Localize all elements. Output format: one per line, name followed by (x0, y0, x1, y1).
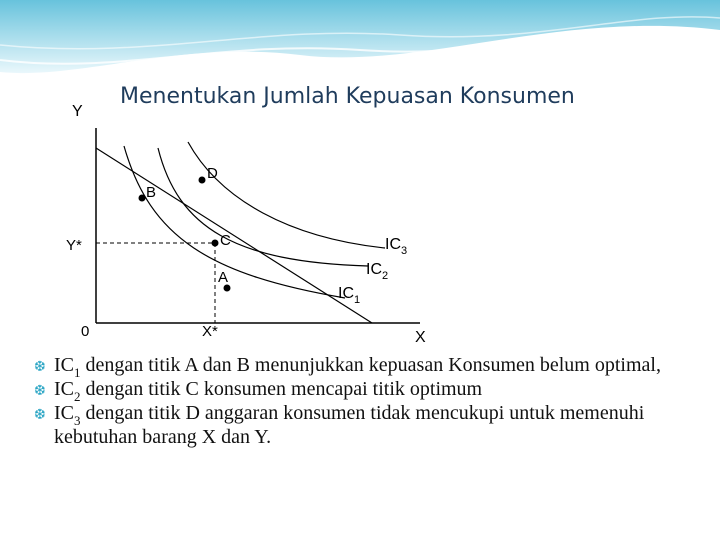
origin-label: 0 (81, 323, 90, 340)
x-star-label: X* (202, 323, 218, 340)
point-d-label: D (207, 165, 218, 182)
ic1-label: $IC_1$ (338, 285, 361, 306)
y-star-label: Y* (66, 237, 82, 254)
bullet-ic3: ❆ $IC_3$ dengan titik D anggaran konsumen tidak mencukupi untuk memenuhi kebutuhan barang X dan Y. (34, 402, 645, 448)
bullet-ic2: ❆ $IC_2$ dengan titik C konsumen mencapai titik optimum (34, 378, 483, 404)
slide-title: Menentukan Jumlah Kepuasan Konsumen (120, 84, 575, 109)
bullet-icon: ❆ (34, 408, 46, 423)
bullet-icon: ❆ (34, 384, 46, 399)
point-a-label: A (218, 269, 229, 286)
point-c-dot (212, 240, 219, 247)
x-axis-label: X (415, 329, 426, 346)
point-b-label: B (146, 184, 157, 201)
bullet-list (34, 354, 704, 449)
y-axis-label: Y (72, 103, 83, 120)
ic2-label: $IC_2$ (366, 261, 389, 282)
ic1-curve (124, 146, 345, 298)
point-b-dot (139, 195, 146, 202)
budget-line (96, 148, 372, 323)
point-c-label: C (220, 232, 231, 249)
ic3-label: $IC_3$ (385, 236, 408, 257)
ic3-curve (188, 142, 385, 248)
bullet-ic1: ❆ $IC_1$ dengan titik A dan B menunjukkan kepuasan Konsumen belum optimal, (34, 354, 661, 380)
bullet-icon: ❆ (34, 360, 46, 375)
point-d-dot (199, 177, 206, 184)
